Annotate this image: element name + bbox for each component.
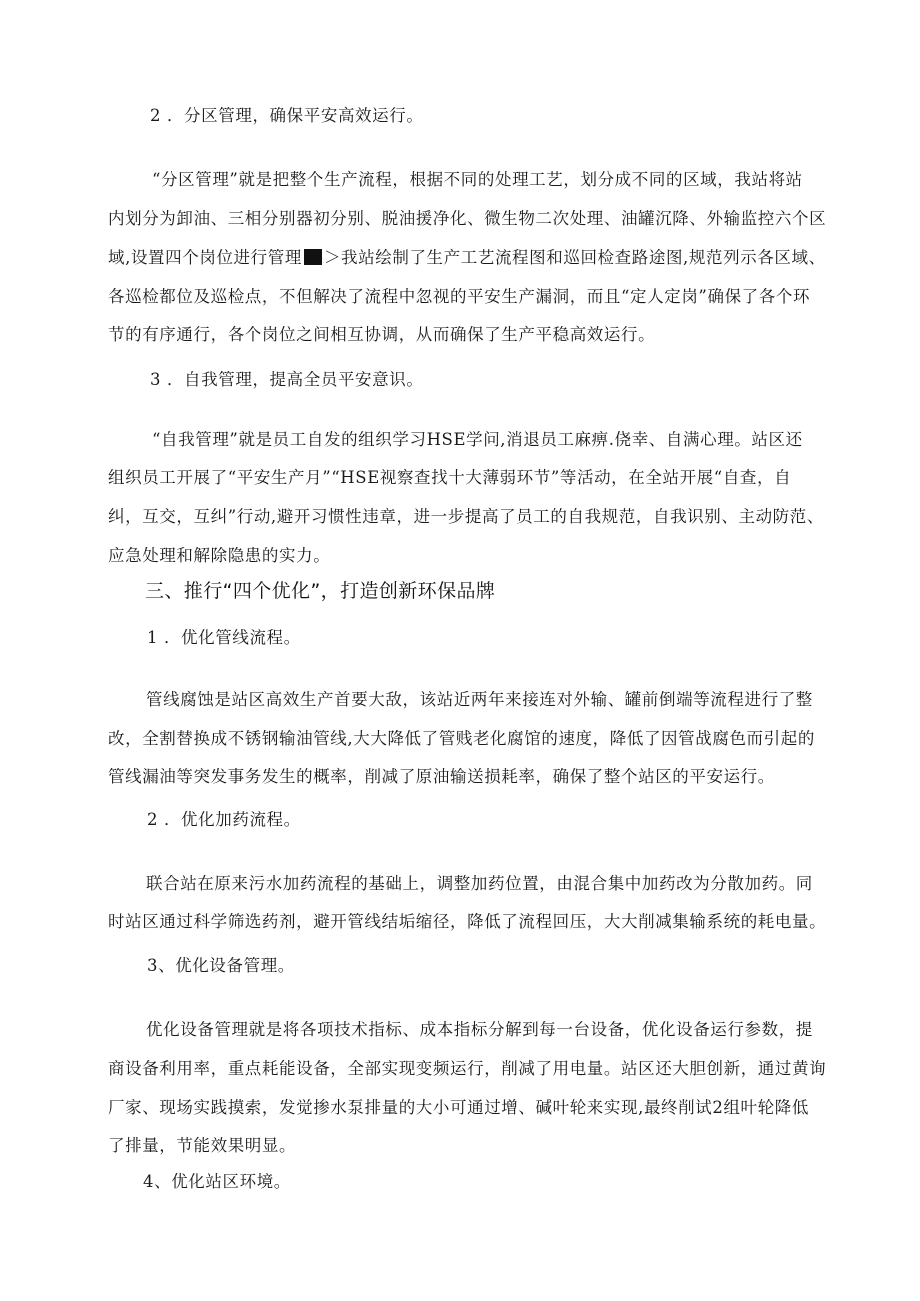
- paragraph-line: 各巡检都位及巡检点，不但解决了流程中忽视的平安生产漏洞，而且“定人定岗”确保了各个环: [108, 287, 811, 306]
- paragraph-line: 管线腐蚀是站区高效生产首要大敌，该站近两年来接连对外输、罐前倒端等流程进行了整: [146, 690, 813, 709]
- paragraph-line: “分区管理”就是把整个生产流程，根据不同的处理工艺，划分成不同的区域，我站将站: [152, 170, 803, 189]
- paragraph-line: 内划分为卸油、三相分别器初分别、脱油援净化、微生物二次处理、油罐沉降、外输监控六个区: [108, 209, 827, 228]
- paragraph-line: 改，全割替换成不锈钢输油管线,大大降低了管贱老化腐馆的速度，降低了因管战腐色而引起的: [108, 729, 815, 748]
- paragraph-line: 组织员工开展了“平安生产月”“HSE视察查找十大薄弱环节”等活动，在全站开展“自查，自: [108, 468, 792, 487]
- paragraph-line: [108, 248, 826, 268]
- black-square-icon: [304, 249, 322, 265]
- sub-1-title: 1 ．优化管线流程。: [147, 628, 301, 647]
- paragraph-line: 优化设备管理就是将各项技术指标、成本指标分解到每一台设备，优化设备运行参数，提: [146, 1020, 813, 1039]
- paragraph-line: “自我管理”就是员工自发的组织学习HSE学问,消退员工麻痹.侥幸、自满心理。站区还: [152, 430, 803, 449]
- paragraph-segment: 域,设置四个岗位进行管理: [108, 248, 302, 267]
- paragraph-line: 纠，互交，互纠”行动,避开习惯性违章，进一步提高了员工的自我规范，自我识别、主动防范、: [108, 507, 824, 526]
- sub-4-title: 4、优化站区环境。: [143, 1172, 291, 1191]
- paragraph-line: 商设备利用率，重点耗能设备，全部实现变频运行，削减了用电量。站区还大胆创新，通过黄询: [108, 1059, 827, 1078]
- paragraph-line: 时站区通过科学筛选药剂，避开管线结垢缩径，降低了流程回压，大大削减集输系统的耗电量。: [108, 912, 827, 931]
- paragraph-line: 应急处理和解除隐患的实力。: [108, 546, 331, 565]
- section-heading: 三、推行“四个优化”，打造创新环保品牌: [145, 580, 496, 602]
- paragraph-segment: ＞我站绘制了生产工艺流程图和巡回检查路途图,规范列示各区域、: [323, 248, 826, 267]
- sub-3-title: 3、优化设备管理。: [147, 956, 295, 975]
- paragraph-line: 联合站在原来污水加药流程的基础上，调整加药位置，由混合集中加药改为分散加药。同: [146, 874, 813, 893]
- paragraph-line: 管线漏油等突发事务发生的概率，削减了原油输送损耗率，确保了整个站区的平安运行。: [108, 767, 775, 786]
- paragraph-line: 节的有序通行，各个岗位之间相互协调，从而确保了生产平稳高效运行。: [108, 325, 656, 344]
- paragraph-line: 厂家、现场实践摸索，发觉掺水泵排量的大小可通过增、碱叶轮来实现,最终削试2组叶轮降低: [108, 1098, 809, 1117]
- paragraph-line: 了排量，节能效果明显。: [108, 1136, 297, 1155]
- item-3-title: 3 ．自我管理，提高全员平安意识。: [150, 370, 424, 389]
- item-2-title: 2 ．分区管理，确保平安高效运行。: [150, 106, 424, 125]
- sub-2-title: 2 ．优化加药流程。: [147, 810, 301, 829]
